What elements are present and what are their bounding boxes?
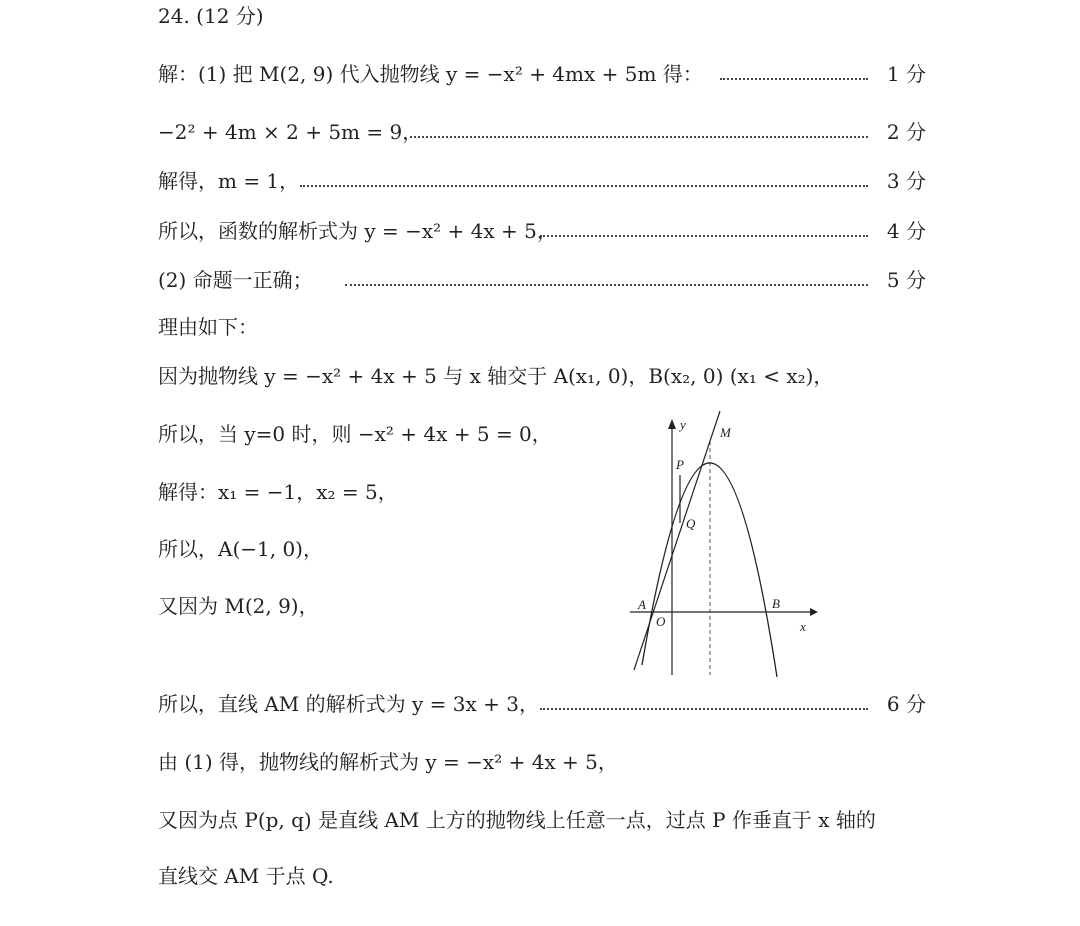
score-2: 2 分 <box>886 120 926 144</box>
label-o: O <box>656 614 666 629</box>
label-p: P <box>676 457 684 472</box>
score-3: 3 分 <box>886 169 926 193</box>
label-x: x <box>800 619 806 634</box>
label-m: M <box>720 425 731 440</box>
line-am <box>634 411 720 670</box>
label-y: y <box>680 417 686 432</box>
line-3: 解得，m = 1， <box>158 169 300 193</box>
score-4: 4 分 <box>886 219 926 243</box>
x-axis-arrowhead <box>810 608 818 616</box>
line-14: 又因为点 P(p, q) 是直线 AM 上方的抛物线上任意一点，过点 P 作垂直于 x 轴的 <box>158 808 876 832</box>
dotted-leader-1 <box>720 78 868 80</box>
line-7: 因为抛物线 y = −x² + 4x + 5 与 x 轴交于 A(x₁, 0)，B(x₂, 0) (x₁ < x₂)， <box>158 364 834 388</box>
score-12: 6 分 <box>886 692 926 716</box>
label-b: B <box>772 596 780 611</box>
line-2: −2² + 4m × 2 + 5m = 9， <box>158 120 423 144</box>
parabola-figure <box>612 405 822 685</box>
dotted-leader-12 <box>540 708 868 710</box>
dotted-leader-2 <box>410 136 868 138</box>
dotted-leader-4 <box>540 235 868 237</box>
line-11: 又因为 M(2, 9)， <box>158 594 319 618</box>
label-a: A <box>638 597 646 612</box>
line-8: 所以，当 y=0 时，则 −x² + 4x + 5 = 0， <box>158 422 552 446</box>
dotted-leader-3 <box>300 185 868 187</box>
y-axis-arrowhead <box>668 419 676 429</box>
dotted-leader-5 <box>345 284 868 286</box>
parabola-diagram <box>612 405 822 685</box>
line-10: 所以，A(−1, 0)， <box>158 537 323 561</box>
line-6: 理由如下： <box>158 315 258 339</box>
line-1: 解：(1) 把 M(2, 9) 代入抛物线 y = −x² + 4mx + 5m 得： <box>158 62 703 86</box>
score-1: 1 分 <box>886 62 926 86</box>
line-9: 解得：x₁ = −1，x₂ = 5， <box>158 480 398 504</box>
score-5: 5 分 <box>886 268 926 292</box>
label-q: Q <box>686 516 696 531</box>
line-13: 由 (1) 得，抛物线的解析式为 y = −x² + 4x + 5， <box>158 750 618 774</box>
line-15: 直线交 AM 于点 Q. <box>158 864 334 888</box>
problem-header: 24. (12 分) <box>158 4 264 28</box>
line-12: 所以，直线 AM 的解析式为 y = 3x + 3， <box>158 692 539 716</box>
line-5: (2) 命题一正确； <box>158 268 313 292</box>
line-4: 所以，函数的解析式为 y = −x² + 4x + 5， <box>158 219 557 243</box>
